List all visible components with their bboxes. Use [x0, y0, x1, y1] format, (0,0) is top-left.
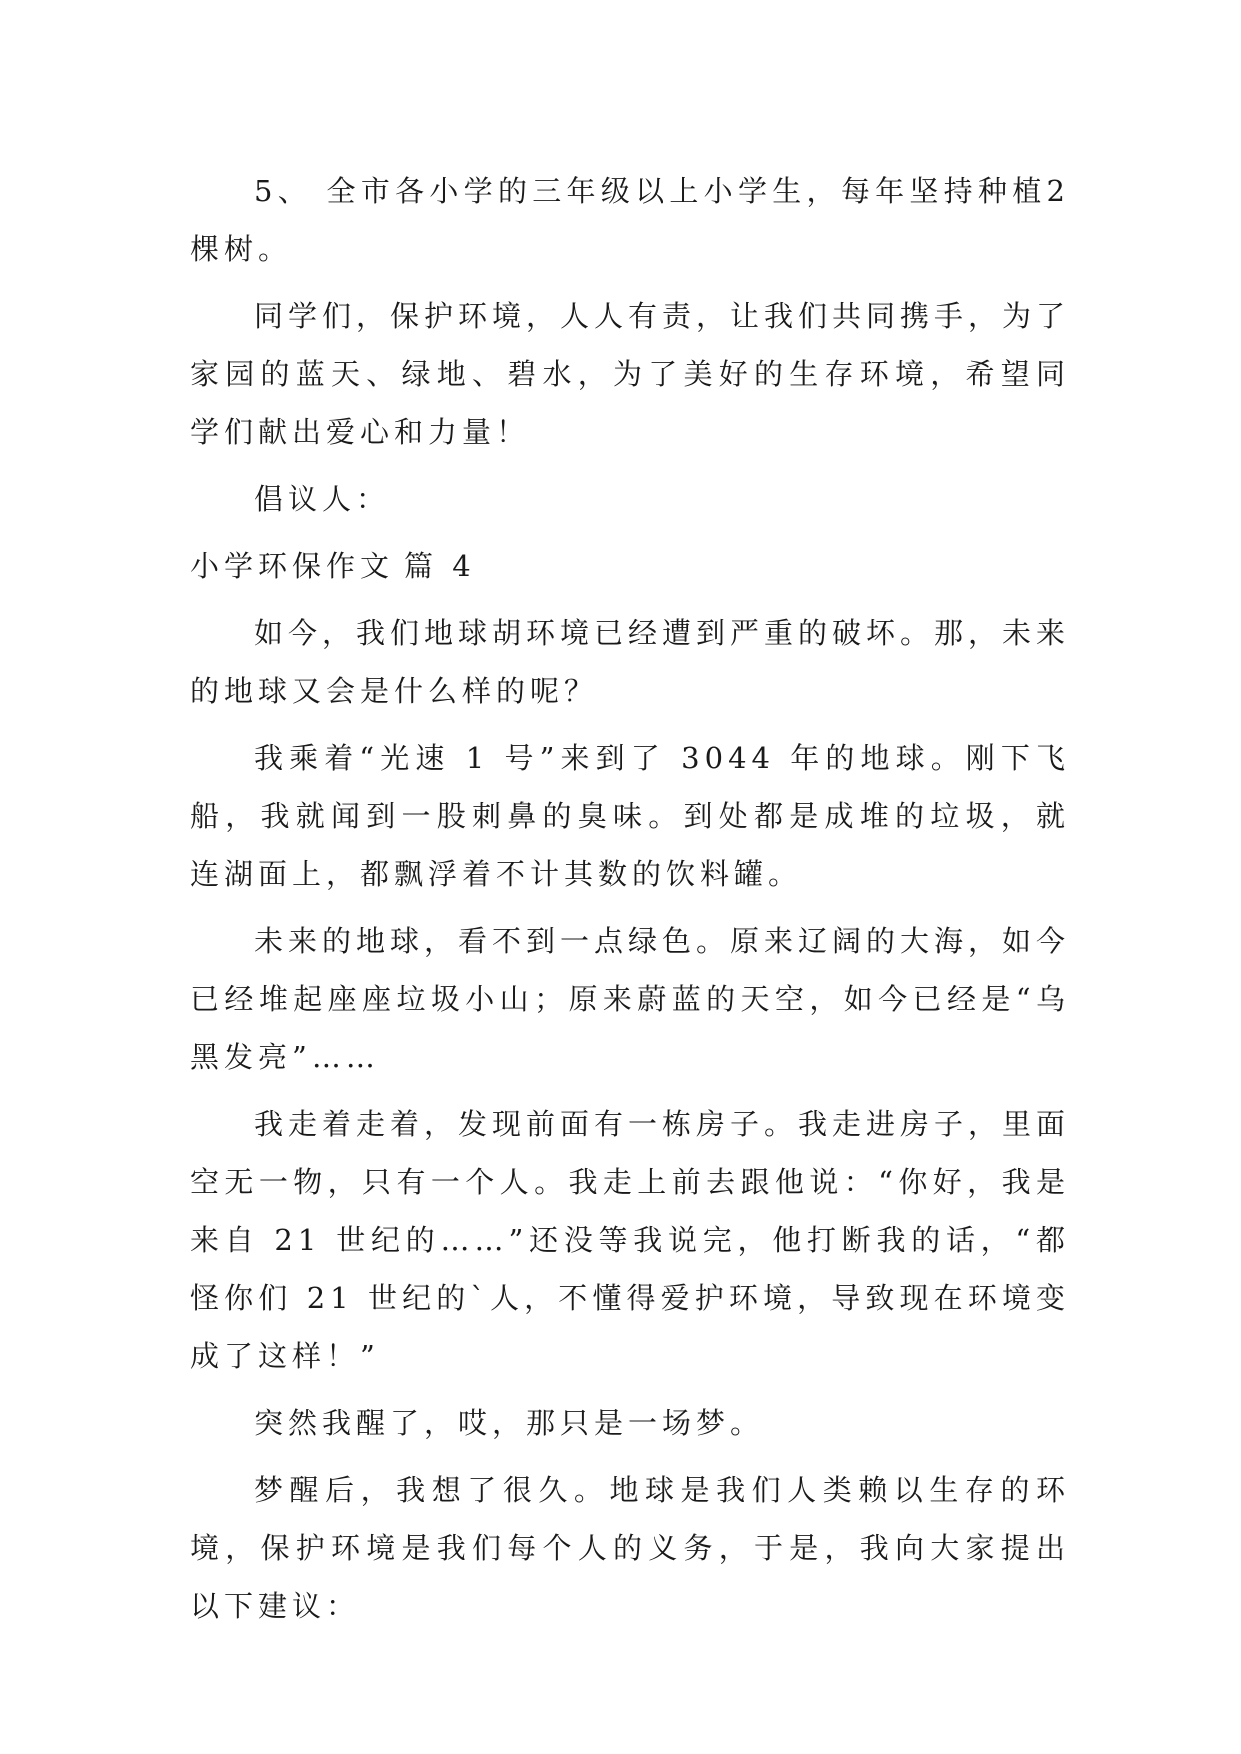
paragraph-item-5: 5、 全市各小学的三年级以上小学生，每年坚持种植2棵树。 — [190, 174, 1070, 266]
paragraph-arrival: 我乘着“光速 1 号”来到了 3044 年的地球。刚下飞船，我就闻到一股刺鼻的臭味。到处都是成堆的垃圾，就连湖面上，都飘浮着不计其数的饮料罐。 — [190, 741, 1070, 891]
heading-number: 篇 4 — [404, 549, 476, 583]
paragraph-appeal: 同学们，保护环境，人人有责，让我们共同携手，为了家园的蓝天、绿地、碧水，为了美好的生存环境，希望同学们献出爱心和力量！ — [190, 299, 1071, 449]
paragraph-reflection: 梦醒后，我想了很久。地球是我们人类赖以生存的环境，保护环境是我们每个人的义务，于是，我向大家提出以下建议： — [190, 1473, 1070, 1623]
section-heading — [190, 537, 1070, 595]
paragraph-intro: 如今，我们地球胡环境已经遭到严重的破坏。那，未来的地球又会是什么样的呢？ — [190, 616, 1071, 708]
paragraph-wake-up: 突然我醒了，哎，那只是一场梦。 — [254, 1406, 765, 1440]
paragraph-future-earth: 未来的地球，看不到一点绿色。原来辽阔的大海，如今已经堆起座座垃圾小山；原来蔚蓝的天空，如今已经是“乌黑发亮”…… — [190, 924, 1071, 1074]
paragraph-signature: 倡议人： — [254, 482, 391, 516]
paragraph-encounter: 我走着走着，发现前面有一栋房子。我走进房子，里面空无一物，只有一个人。我走上前去跟他说：“你好，我是来自 21 世纪的……”还没等我说完，他打断我的话，“都怪你们 21 世纪的`人，不懂得爱护环境，导致现在环境变成了这样！” — [190, 1107, 1071, 1373]
document-page — [190, 162, 1070, 1644]
heading-title: 小学环保作文 — [190, 549, 395, 583]
